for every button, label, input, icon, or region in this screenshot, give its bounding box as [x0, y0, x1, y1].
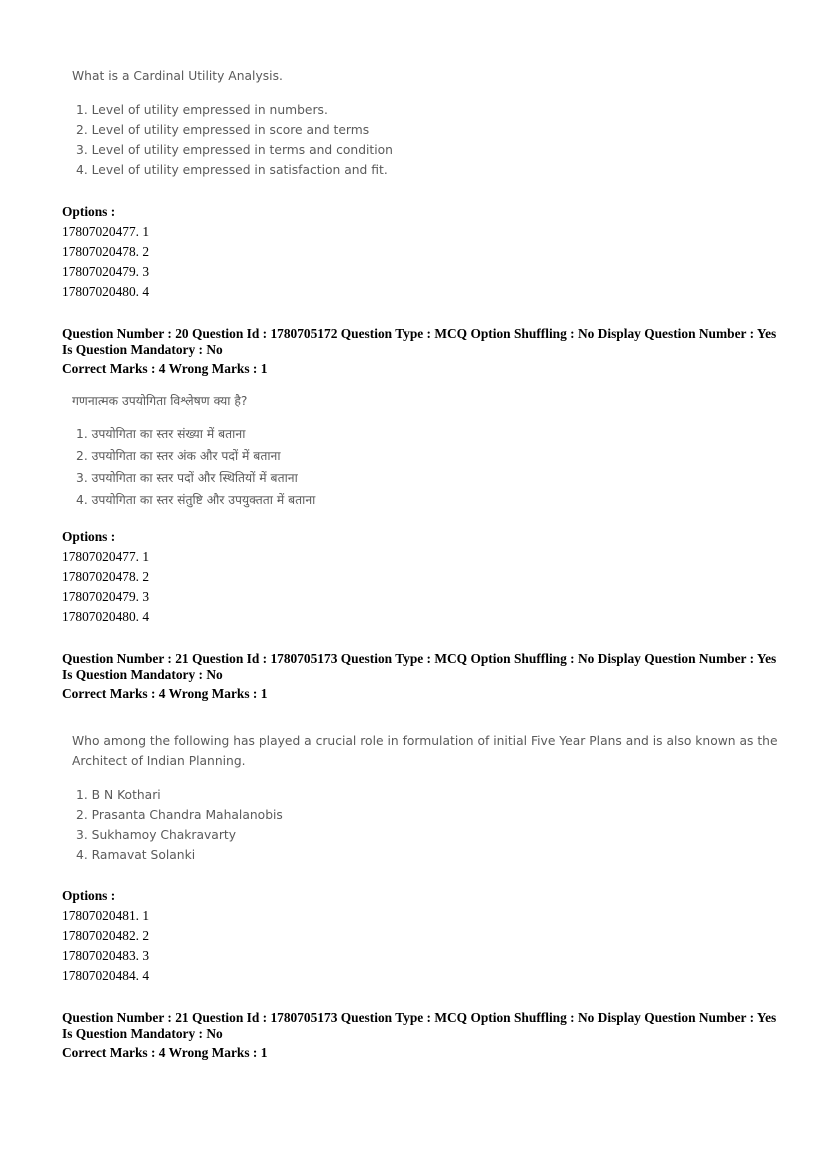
- marks-line: Correct Marks : 4 Wrong Marks : 1: [62, 361, 268, 376]
- choice-item: 2. Level of utility empressed in score and terms: [76, 123, 370, 137]
- choice-item: 4. उपयोगिता का स्तर संतुष्टि और उपयुक्तता में बताना: [76, 493, 316, 507]
- option-item: 17807020479. 3: [62, 264, 150, 279]
- option-item: 17807020480. 4: [62, 284, 150, 299]
- options-list: [62, 222, 149, 302]
- question-stem-line-2: Architect of Indian Planning.: [72, 754, 246, 768]
- choice-item: 1. Level of utility empressed in numbers.: [76, 103, 328, 117]
- choice-list: [72, 100, 393, 180]
- question-info-line: Question Number : 21 Question Id : 1780705173 Question Type : MCQ Option Shuffling : No Display Question Number : Yes: [62, 651, 777, 666]
- option-item: 17807020478. 2: [62, 244, 150, 259]
- choice-list: [72, 423, 315, 511]
- option-item: 17807020481. 1: [62, 908, 150, 923]
- mandatory-line: Is Question Mandatory : No: [62, 342, 223, 357]
- option-item: 17807020477. 1: [62, 224, 150, 239]
- choice-item: 2. उपयोगिता का स्तर अंक और पदों में बताना: [76, 449, 281, 463]
- question-image-19: [72, 66, 393, 180]
- option-item: 17807020482. 2: [62, 928, 150, 943]
- mandatory-line: Is Question Mandatory : No: [62, 1026, 223, 1041]
- question-image-21: [72, 731, 778, 865]
- question-stem: गणनात्मक उपयोगिता विश्लेषण क्या है?: [72, 394, 248, 408]
- option-item: 17807020483. 3: [62, 948, 150, 963]
- options-list: [62, 906, 149, 986]
- question-stem-line-1: Who among the following has played a crucial role in formulation of initial Five Year Plans and is also known as the: [72, 734, 778, 748]
- choice-item: 3. Sukhamoy Chakravarty: [76, 828, 236, 842]
- choice-item: 3. उपयोगिता का स्तर पदों और स्थितियों में बताना: [76, 471, 298, 485]
- question-meta-21-repeat: [62, 1010, 782, 1061]
- question-info-line: Question Number : 20 Question Id : 1780705172 Question Type : MCQ Option Shuffling : No Display Question Number : Yes: [62, 326, 777, 341]
- option-item: 17807020478. 2: [62, 569, 150, 584]
- option-item: 17807020477. 1: [62, 549, 150, 564]
- question-meta-20: [62, 326, 782, 377]
- options-list: [62, 547, 149, 627]
- choice-item: 3. Level of utility empressed in terms and condition: [76, 143, 393, 157]
- choice-list: [72, 785, 778, 865]
- choice-item: 4. Level of utility empressed in satisfaction and fit.: [76, 163, 388, 177]
- option-item: 17807020479. 3: [62, 589, 150, 604]
- option-item: 17807020484. 4: [62, 968, 150, 983]
- choice-item: 2. Prasanta Chandra Mahalanobis: [76, 808, 283, 822]
- question-meta-21: [62, 651, 782, 702]
- choice-item: 1. उपयोगिता का स्तर संख्या में बताना: [76, 427, 246, 441]
- question-info-line: Question Number : 21 Question Id : 1780705173 Question Type : MCQ Option Shuffling : No Display Question Number : Yes: [62, 1010, 777, 1025]
- options-heading: Options :: [62, 888, 116, 903]
- options-heading: Options :: [62, 529, 116, 544]
- choice-item: 4. Ramavat Solanki: [76, 848, 196, 862]
- choice-item: 1. B N Kothari: [76, 788, 161, 802]
- question-image-20: [72, 391, 315, 511]
- marks-line: Correct Marks : 4 Wrong Marks : 1: [62, 1045, 268, 1060]
- marks-line: Correct Marks : 4 Wrong Marks : 1: [62, 686, 268, 701]
- option-item: 17807020480. 4: [62, 609, 150, 624]
- options-heading: Options :: [62, 204, 116, 219]
- mandatory-line: Is Question Mandatory : No: [62, 667, 223, 682]
- question-stem: What is a Cardinal Utility Analysis.: [72, 69, 283, 83]
